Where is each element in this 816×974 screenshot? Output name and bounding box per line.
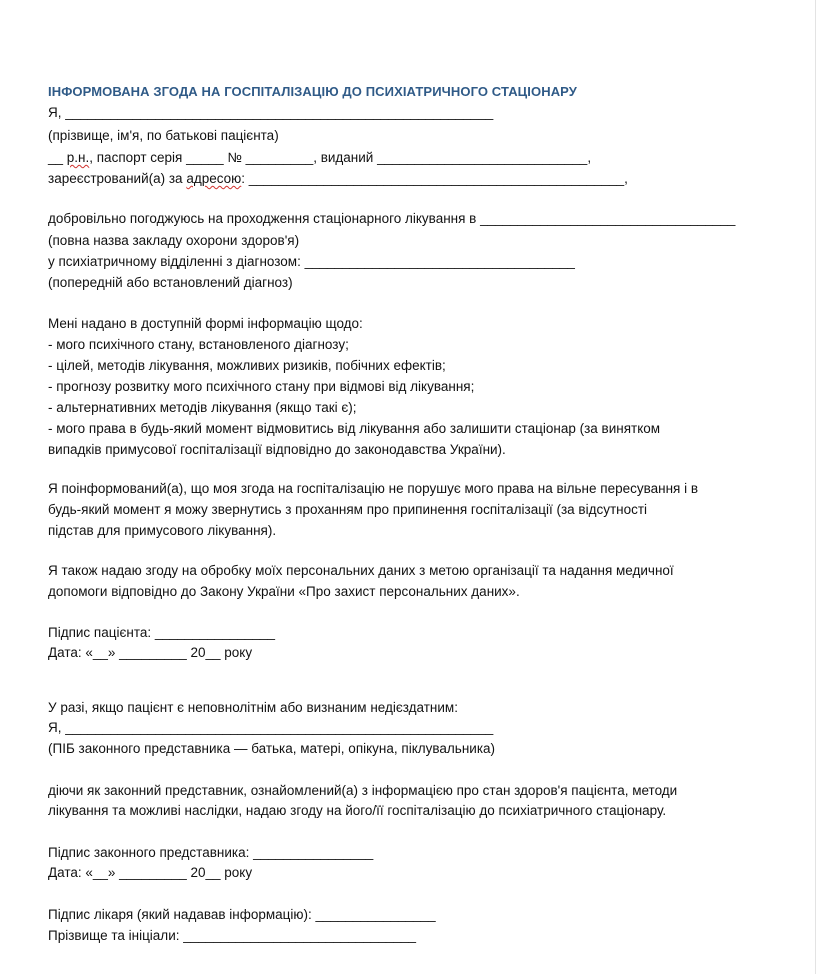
information-intro: Мені надано в доступній формі інформацію щодо: bbox=[48, 316, 363, 331]
representative-signature-line: Підпис законного представника: ________________ bbox=[48, 845, 374, 860]
diagnosis-hint: (попередній або встановлений діагноз) bbox=[48, 275, 293, 290]
information-item: - цілей, методів лікування, можливих ризиків, побічних ефектів; bbox=[48, 358, 446, 373]
representative-date-line: Дата: «__» _________ 20__ року bbox=[48, 865, 253, 880]
registered-address-line bbox=[48, 171, 628, 187]
information-item: - альтернативних методів лікування (якщо такі є); bbox=[48, 400, 357, 415]
information-item: - мого психічного стану, встановленого діагнозу; bbox=[48, 337, 349, 352]
information-item: випадків примусової госпіталізації відповідно до законодавства України). bbox=[48, 442, 506, 457]
representative-intro: У разі, якщо пацієнт є неповнолітнім або визнаним недієздатним: bbox=[48, 700, 458, 715]
doctor-name-line: Прізвище та ініціали: _______________________________ bbox=[48, 928, 416, 943]
registered-word: адресою bbox=[186, 171, 242, 186]
rights-paragraph-line: підстав для примусового лікування). bbox=[48, 523, 277, 538]
representative-name-line: Я, _________________________________________________________ bbox=[48, 720, 494, 735]
registered-prefix: зареєстрований(а) за bbox=[48, 171, 187, 186]
passport-details: , паспорт серія _____ № _________, виданий ____________________________, bbox=[89, 150, 592, 165]
information-item: - мого права в будь-який момент відмовитись від лікування або залишити стаціонар (за винятком bbox=[48, 421, 661, 436]
information-item: - прогнозу розвитку мого психічного стану при відмові від лікування; bbox=[48, 379, 475, 394]
document-title: ІНФОРМОВАНА ЗГОДА НА ГОСПІТАЛІЗАЦІЮ ДО ПСИХІАТРИЧНОГО СТАЦІОНАРУ bbox=[48, 84, 577, 99]
registered-rest: : __________________________________________________, bbox=[241, 171, 628, 186]
birth-prefix: __ bbox=[48, 150, 67, 165]
consent-line: добровільно погоджуюсь на проходження стаціонарного лікування в __________________________________ bbox=[48, 211, 736, 226]
birth-passport-line bbox=[48, 150, 591, 166]
doctor-signature-line: Підпис лікаря (який надавав інформацію): ________________ bbox=[48, 907, 436, 922]
representative-paragraph-line: діючи як законний представник, ознайомлений(а) з інформацією про стан здоров'я пацієнта, методи bbox=[48, 783, 678, 798]
patient-signature-line: Підпис пацієнта: ________________ bbox=[48, 625, 275, 640]
patient-name-line: Я, _________________________________________________________ bbox=[48, 105, 494, 120]
patient-name-hint: (прізвище, ім'я, по батькові пацієнта) bbox=[48, 128, 279, 143]
birth-abbr: р.н. bbox=[66, 150, 90, 165]
representative-paragraph-line: лікування та можливі наслідки, надаю згоду на його/її госпіталізацію до психіатричного стаціонару. bbox=[48, 803, 667, 818]
data-paragraph-line: Я також надаю згоду на обробку моїх персональних даних з метою організації та надання медичної bbox=[48, 563, 674, 578]
rights-paragraph-line: будь-який момент я можу звернутись з проханням про припинення госпіталізації (за відсутності bbox=[48, 502, 648, 517]
patient-date-line: Дата: «__» _________ 20__ року bbox=[48, 645, 253, 660]
facility-hint: (повна назва закладу охорони здоров'я) bbox=[48, 233, 300, 248]
department-diagnosis-line: у психіатричному відділенні з діагнозом: ____________________________________ bbox=[48, 254, 575, 269]
data-paragraph-line: допомоги відповідно до Закону України «Про захист персональних даних». bbox=[48, 584, 520, 599]
rights-paragraph-line: Я поінформований(а), що моя згода на госпіталізацію не порушує мого права на вільне пересування і в bbox=[48, 481, 699, 496]
representative-name-hint: (ПІБ законного представника — батька, матері, опікуна, піклувальника) bbox=[48, 741, 496, 756]
